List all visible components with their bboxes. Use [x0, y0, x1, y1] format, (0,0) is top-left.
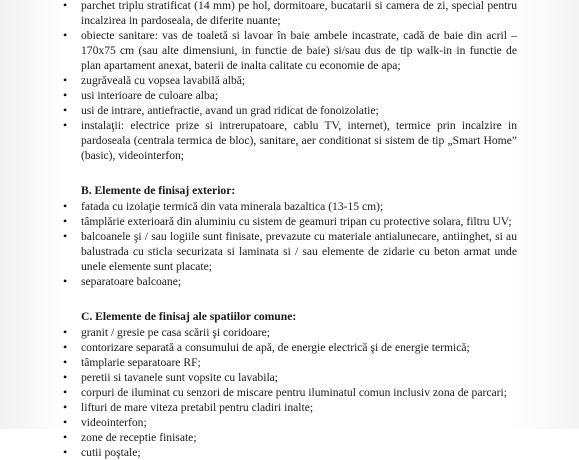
list-item: • separatoare balcoane; [62, 274, 517, 289]
section-b-heading: B. Elemente de finisaj exterior: [81, 184, 236, 197]
list-item: • tâmplărie exterioară din aluminiu cu sistem de geamuri tripan cu protective solara, filtru UV; [62, 214, 517, 229]
list-item: • videointerfon; [62, 415, 517, 430]
list-item: • fatada cu izolaţie termică din vata minerala bazaltica (13-15 cm); [62, 199, 517, 214]
list-item: • tâmplarie separatoare RF; [62, 355, 517, 370]
section-a-list [62, 0, 517, 163]
list-item: • cutii poştale; [62, 445, 517, 460]
list-item: • corpuri de iluminat cu senzori de miscare pentru iluminatul comun inclusiv zona de parcari; [62, 385, 517, 400]
list-item: • instalaţii: electrice prize si intrerupatoare, cablu TV, internet), termice prin incalzire in pardoseala (centrala termica de bloc), sanitare, aer conditionat si sistem de tip „Smart Home” (basic), videointerfon; [62, 118, 517, 163]
list-item: • granit / gresie pe casa scării şi coridoare; [62, 325, 517, 340]
document-body [62, 0, 517, 460]
list-item: • peretii si tavanele sunt vopsite cu lavabila; [62, 370, 517, 385]
list-item: • balcoanele şi / sau logiile sunt finisate, prevazute cu materiale antialunecare, antiinghet, si au balustrada cu sticla securizata si laminata si / sau elemente de zidarie cu beton armat unde unele elemente sunt placate; [62, 229, 517, 274]
section-spacer [62, 163, 517, 173]
list-item: • lifturi de mare viteza pretabil pentru cladiri inalte; [62, 400, 517, 415]
section-b-list [62, 199, 517, 289]
list-item: • contorizare separată a consumului de apă, de energie electrică şi de energie termică; [62, 340, 517, 355]
list-item: • obiecte sanitare: vas de toaletă si lavoar în baie ambele incastrate, cadă de baie din acril – 170x75 cm (sau alte dimensiuni, in functie de baie) si/sau dus de tip walk-in in functie de plan apartament anexat, baterii de inalta calitate cu economie de apa; [62, 28, 517, 73]
list-item: • zugrăveală cu vopsea lavabilă albă; [62, 73, 517, 88]
section-spacer [62, 289, 517, 299]
section-c-heading: C. Elemente de finisaj ale spatiilor comune: [81, 310, 297, 323]
list-item: • usi de intrare, antiefractie, avand un grad ridicat de fonoizolatie; [62, 103, 517, 118]
list-item: • usi interioare de culoare alba; [62, 88, 517, 103]
section-c-list [62, 325, 517, 460]
list-item: • zone de receptie finisate; [62, 430, 517, 445]
list-item: • parchet triplu stratificat (14 mm) pe hol, dormitoare, bucatarii si camera de zi, special pentru incalzirea in pardoseala, de diferite nuante; [62, 0, 517, 28]
